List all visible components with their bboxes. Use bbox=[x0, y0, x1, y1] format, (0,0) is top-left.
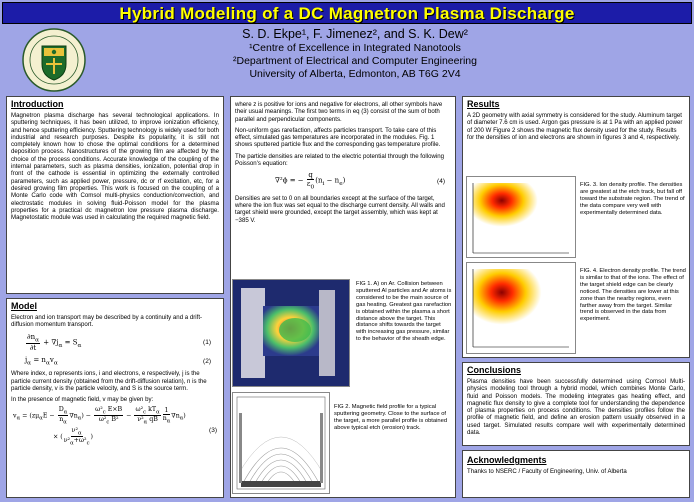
authors: S. D. Ekpe¹, F. Jimenez², and S. K. Dew² bbox=[242, 27, 468, 41]
middle-text-3: The particle densities are related to the electric potential through the following Poisson's equation: bbox=[235, 152, 445, 168]
introduction-text: Magnetron plasma discharge has several technological applications. In sputtering techniques, it has been utilized, to improve ionization efficiency, and hence sputtering efficiency. Sputtering technology is widely used for both industrial and research purposes. Despite its popularity, it is still not completely known how to chose the optimal conditions for a determined deposition process. Nanostructures of the growing film are affected by the choice of the process conditions. Accurate knowledge of the coupling of the internal parameters, such as plasma densities, ionization, potential drop in front of the cathode is essential in optimizing the externally controlled parameters, such as applied power, pressure, dc or rf excitation, etc, for a desired growing film properties. This work is focused on the coupling of a Monte Carlo code with Comsol multi-physics conduction/convection, and electrostatic modules in solving fluid-Poisson model for the plasma properties for a practical dc magnetron low pressure plasma discharge. Magnetostatic module was used in calculating the required magnetic field. bbox=[11, 112, 219, 222]
equation-1: $\frac{\partial n_\alpha}{\partial t}$ + $\nabla j_\alpha = S_\alpha$ (1) bbox=[27, 332, 211, 352]
figure-2-magnetic-field bbox=[232, 392, 330, 494]
figure-3-caption: FIG. 3. Ion density profile. The densities are greatest at the etch track, but fall off toward the substrate region. The trend of the data compare very well with experimentally determined data. bbox=[580, 182, 685, 216]
acknowledgments-panel bbox=[462, 450, 690, 498]
model-heading: Model bbox=[11, 301, 37, 311]
equation-4: ∇²ϕ = − $\frac{q}{\varepsilon_0}$ $(n_i - n_e)$ (4) bbox=[275, 171, 445, 191]
figure-2-plot bbox=[233, 393, 329, 493]
model-panel bbox=[6, 298, 224, 498]
middle-text-1: where z is positive for ions and negative for electrons, all other symbols have their usual meanings. The first two terms in eq (3) consist of the sum of both parallel and perpendicular components. bbox=[235, 101, 443, 123]
equation-4-number: (4) bbox=[437, 177, 445, 185]
header bbox=[120, 26, 590, 81]
figure-1-caption: FIG 1. A) on Ar. Collision between sputtered Al particles and Ar atoms is considered to be the main source of gas heating. Greatest gas rarefaction is obtained within the plasma a short distance above the target. This distance shifts towards the target with increasing gas pressure, similar to the behavior of the sheath edge. bbox=[356, 281, 452, 343]
introduction-heading: Introduction bbox=[11, 99, 64, 109]
model-text-1: Electron and ion transport may be described by a continuity and a drift-diffusion momentum transport. bbox=[11, 314, 203, 329]
university-crest-logo bbox=[22, 28, 86, 92]
affiliation-1: ¹Centre of Excellence in Integrated Nanotools bbox=[249, 42, 461, 54]
conclusions-heading: Conclusions bbox=[467, 365, 522, 375]
equation-3-number: (3) bbox=[209, 427, 217, 435]
figure-3-ion-density bbox=[466, 176, 576, 258]
figure-1-plot bbox=[233, 280, 349, 386]
equation-2-number: (2) bbox=[203, 357, 211, 365]
poster-title: Hybrid Modeling of a DC Magnetron Plasma Discharge bbox=[119, 4, 575, 23]
results-text: A 2D geometry with axial symmetry is considered for the study. Aluminum target of diameter 7.6 cm is used. Argon gas pressure is at 1 Pa with an applied power of 200 W Figure 2 shows the magnetic flux density used for the study. Results for the densities of ion and electrons are shown in figures 3 and 4, respectively. bbox=[467, 112, 683, 141]
title-bar bbox=[2, 2, 692, 24]
equation-1-number: (1) bbox=[203, 338, 211, 346]
figure-2-caption: FIG 2. Magnetic field profile for a typical sputtering geometry. Close to the surface of the target, a more parallel profile is obtained above typical etch (erosion) track. bbox=[334, 404, 448, 431]
middle-text-2: Non-uniform gas rarefaction, affects particles transport. To take care of this effect, simulated gas temperatures are incorporated in the modules. Fig. 1 shows sputtered particle flux and the corresponding gas temperature profile. bbox=[235, 126, 441, 149]
figure-4-electron-density bbox=[466, 262, 576, 354]
affiliation-2: ²Department of Electrical and Computer Engineering bbox=[233, 55, 477, 67]
introduction-panel bbox=[6, 96, 224, 294]
conclusions-panel bbox=[462, 362, 690, 446]
figure-4-caption: FIG. 4. Electron density profile. The trend is similar to that of the ions. The effect of the target shield edge can be clearly noticed. The densities are lower at this zone than the nearby regions, even farther away from the target. Similar trend is observed in the data from experiment. bbox=[580, 268, 686, 323]
model-text-3: In the presence of magnetic field, v may be given by: bbox=[11, 396, 154, 404]
figure-1-gas-temperature bbox=[232, 279, 350, 387]
affiliation-3: University of Alberta, Edmonton, AB T6G 2V4 bbox=[249, 68, 461, 80]
figure-3-plot bbox=[467, 177, 575, 257]
acknowledgments-text: Thanks to NSERC / Faculty of Engineering, Univ. of Alberta bbox=[467, 468, 627, 475]
equation-3: $v_\alpha = (z\mu_\alpha E$ − $\frac{D_\alpha}{n_\alpha}$ $\nabla n_\alpha$) − $\frac{\omega^2_c E\times B}{\omega^2_c B^2}$ − $\frac{\omega^2_c kT_\alpha}{\nu^2_\alpha qB}$ $\frac{1}{n_\alpha}$ $\nabla n_\alpha$) × ( $\frac{\nu^2_\alpha}{\nu^2_\alpha+\omega^2_c}$ ) (3) bbox=[13, 405, 217, 447]
acknowledgments-heading: Acknowledgments bbox=[467, 455, 547, 465]
conclusions-text: Plasma densities have been successfully determined using Comsol Multi-physics modeling tool through a hybrid model, which combines Monte Carlo, fluid and Poisson models. The modeling integrates gas heating effect, and magnetic flux density to give a complete tool for understanding the dependence of plasma properties on process conditions. The densities profiles follow the profile of magnetic field, and define an erosion pattern usually observed in a used target. Simulated results compare well with experimentally determined data. bbox=[467, 378, 685, 437]
model-text-2: Where index, α represents ions, i and electrons, e respectively, j is the particle current density (obtained from the drift-diffusion relation), n is the particle density, v is the particle velocity, and S is the source term. bbox=[11, 370, 207, 392]
middle-text-4: Densities are set to 0 on all boundaries except at the surface of the target, where the ion flux was set equal to the discharge current density. All walls and target shield were grounded, except the target assembly, which was kept at −385 V. bbox=[235, 194, 445, 224]
equation-2: $j_\alpha = n_\alpha v_\alpha$ (2) bbox=[25, 355, 211, 367]
results-heading: Results bbox=[467, 99, 500, 109]
figure-4-plot bbox=[467, 263, 575, 353]
